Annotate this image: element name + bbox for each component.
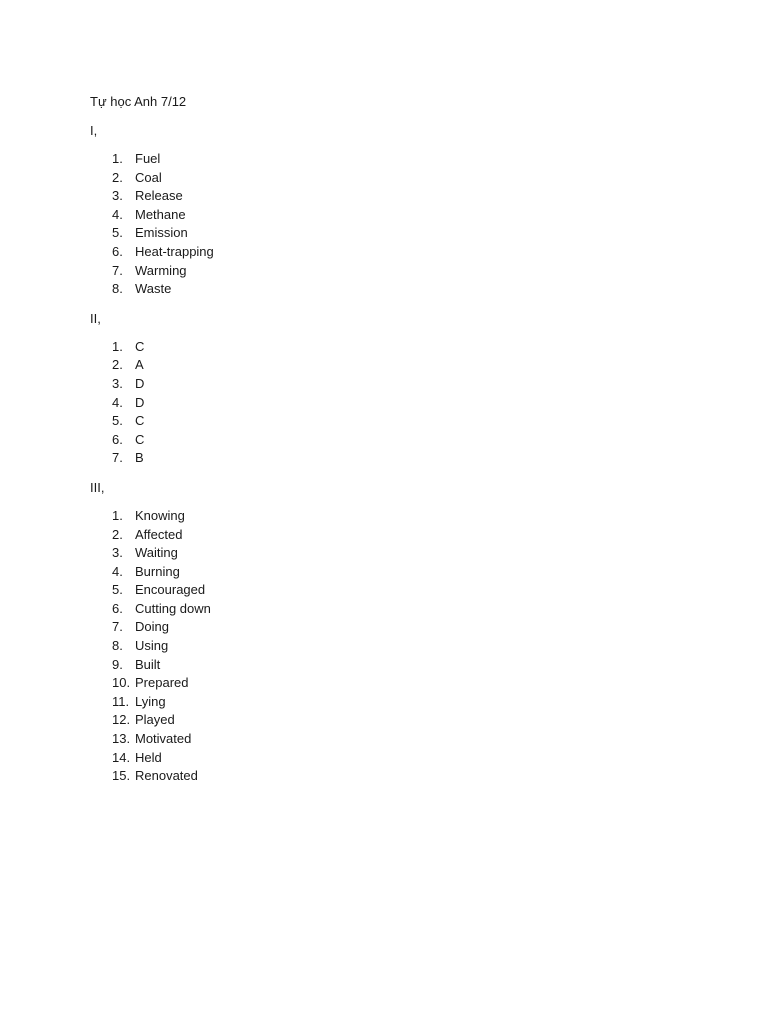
- answer-list-3: [90, 507, 690, 786]
- item-text: Using: [135, 638, 169, 654]
- list-item: [90, 749, 690, 768]
- item-number: 1.: [112, 338, 123, 354]
- item-text: Waiting: [135, 545, 178, 561]
- list-item: [90, 563, 690, 582]
- item-number: 5.: [112, 413, 123, 429]
- list-item: [90, 581, 690, 600]
- list-item: [90, 526, 690, 545]
- list-item: [90, 693, 690, 712]
- list-item: [90, 507, 690, 526]
- item-text: Lying: [135, 693, 166, 709]
- item-number: 10.: [112, 675, 131, 691]
- list-item: [90, 224, 690, 243]
- item-number: 1.: [112, 507, 123, 523]
- list-item: [90, 412, 690, 431]
- item-text: Renovated: [135, 768, 198, 784]
- list-item: [90, 544, 690, 563]
- list-item: [90, 262, 690, 281]
- list-item: [90, 338, 690, 357]
- list-item: [90, 169, 690, 188]
- item-text: Affected: [135, 526, 183, 542]
- item-text: Cutting down: [135, 600, 211, 616]
- document-page: [90, 92, 690, 786]
- item-text: Motivated: [135, 731, 192, 747]
- list-item: [90, 187, 690, 206]
- item-number: 7.: [112, 450, 123, 466]
- item-text: Fuel: [135, 151, 161, 166]
- list-item: [90, 618, 690, 637]
- item-number: 4.: [112, 394, 123, 410]
- item-text: A: [135, 357, 144, 373]
- item-text: C: [135, 413, 145, 429]
- item-text: C: [135, 338, 145, 354]
- item-text: Played: [135, 712, 175, 728]
- item-number: 3.: [112, 375, 123, 391]
- item-text: Warming: [135, 262, 187, 278]
- item-number: 3.: [112, 545, 123, 561]
- item-number: 9.: [112, 656, 123, 672]
- list-item: [90, 206, 690, 225]
- item-number: 1.: [112, 151, 123, 166]
- item-text: Built: [135, 656, 161, 672]
- list-item: [90, 243, 690, 262]
- section-heading-2: II,: [90, 310, 101, 326]
- item-number: 11.: [112, 693, 130, 709]
- list-item: [90, 356, 690, 375]
- item-number: 5.: [112, 225, 123, 241]
- item-number: 8.: [112, 638, 123, 654]
- list-item: [90, 280, 690, 299]
- item-number: 8.: [112, 281, 123, 297]
- item-number: 6.: [112, 600, 123, 616]
- item-text: C: [135, 431, 145, 447]
- item-text: Coal: [135, 169, 162, 185]
- item-number: 12.: [112, 712, 131, 728]
- item-number: 6.: [112, 431, 123, 447]
- item-number: 4.: [112, 563, 123, 579]
- list-item: [90, 449, 690, 468]
- item-text: Burning: [135, 563, 180, 579]
- list-item: [90, 150, 690, 169]
- item-text: Heat-trapping: [135, 243, 214, 259]
- item-number: 4.: [112, 206, 123, 222]
- item-text: D: [135, 394, 145, 410]
- list-item: [90, 637, 690, 656]
- item-number: 6.: [112, 243, 123, 259]
- item-number: 5.: [112, 582, 123, 598]
- item-number: 15.: [112, 768, 131, 784]
- item-number: 3.: [112, 188, 123, 204]
- section-heading-1: I,: [90, 123, 98, 138]
- item-text: Encouraged: [135, 582, 206, 598]
- item-number: 2.: [112, 526, 123, 542]
- list-item: [90, 730, 690, 749]
- list-item: [90, 431, 690, 450]
- item-number: 7.: [112, 619, 123, 635]
- section-heading-3: III,: [90, 479, 105, 495]
- list-item: [90, 767, 690, 786]
- list-item: [90, 394, 690, 413]
- item-text: Emission: [135, 225, 188, 241]
- item-number: 7.: [112, 262, 123, 278]
- answer-list-1: [90, 150, 690, 299]
- item-text: Methane: [135, 206, 186, 222]
- item-text: Prepared: [135, 675, 189, 691]
- item-text: Knowing: [135, 507, 185, 523]
- list-item: [90, 711, 690, 730]
- item-number: 2.: [112, 357, 123, 373]
- item-text: B: [135, 450, 144, 466]
- list-item: [90, 600, 690, 619]
- item-text: D: [135, 375, 145, 391]
- document-title: Tự học Anh 7/12: [90, 94, 187, 109]
- item-number: 2.: [112, 169, 123, 185]
- item-text: Waste: [135, 281, 172, 297]
- list-item: [90, 656, 690, 675]
- item-number: 14.: [112, 749, 131, 765]
- list-item: [90, 674, 690, 693]
- answer-list-2: [90, 338, 690, 468]
- list-item: [90, 375, 690, 394]
- item-text: Held: [135, 749, 162, 765]
- item-text: Doing: [135, 619, 169, 635]
- item-text: Release: [135, 188, 183, 204]
- item-number: 13.: [112, 731, 131, 747]
